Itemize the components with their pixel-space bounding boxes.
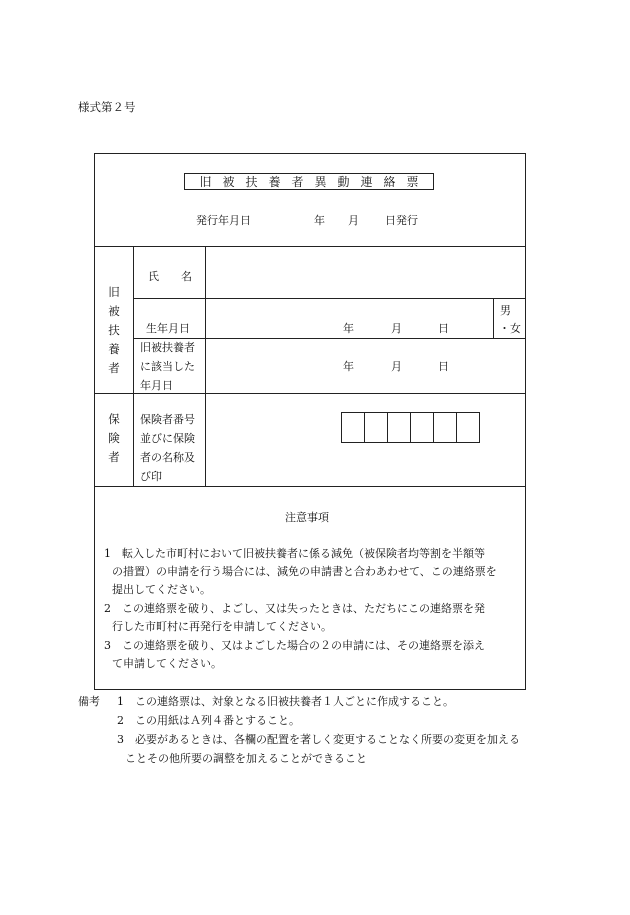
remark-1: 1 この連絡票は、対象となる旧被扶養者１人ごとに作成すること。	[117, 695, 454, 708]
divider-group-col	[133, 246, 134, 486]
insurer-digit-box[interactable]	[341, 412, 365, 443]
note-3-line-2: て申請してください。	[112, 657, 222, 670]
dob-month: 月	[391, 322, 402, 335]
person-group-label: 旧被扶養者	[108, 285, 120, 375]
note-2-line-2: 行した市町村に再発行を申請してください。	[112, 620, 332, 633]
notes-heading: 注意事項	[285, 511, 329, 524]
qualify-month: 月	[391, 360, 402, 373]
note-2-line-1: 2 この連絡票を破り、よごし、又は失ったときは、ただちにこの連絡票を発	[104, 602, 485, 615]
note-1-line-1: 1 転入した市町村において旧被扶養者に係る減免（被保険者均等割を半額等	[104, 547, 485, 560]
insurer-number-boxes	[341, 412, 480, 443]
qualify-day: 日	[438, 360, 449, 373]
issue-year-label: 年	[314, 214, 325, 227]
dob-day: 日	[438, 322, 449, 335]
insurer-group-label: 保険者	[108, 412, 120, 464]
issue-day-label: 日発行	[385, 214, 418, 227]
insurer-digit-box[interactable]	[433, 412, 457, 443]
qualify-date-label: 旧被扶養者 に該当した 年月日	[140, 341, 195, 392]
divider-name	[133, 298, 526, 299]
insurer-digit-box[interactable]	[456, 412, 480, 443]
name-label: 氏 名	[148, 270, 192, 283]
issue-month-label: 月	[348, 214, 359, 227]
divider-header	[94, 246, 526, 247]
note-3-line-1: 3 この連絡票を破り、又はよごした場合の２の申請には、その連絡票を添え	[104, 639, 485, 652]
qualify-year: 年	[343, 360, 354, 373]
insurer-digit-box[interactable]	[410, 412, 434, 443]
dob-label: 生年月日	[146, 322, 190, 335]
remark-3-continued: ことその他所要の調整を加えることができること	[125, 752, 367, 765]
gender-male: 男	[500, 304, 511, 317]
note-1-line-2: の措置）の申請を行う場合には、減免の申請書と合わあわせて、この連絡票を	[112, 565, 497, 578]
divider-insurer	[94, 486, 526, 487]
remark-2: 2 この用紙はＡ列４番とすること。	[117, 714, 300, 727]
remarks-label: 備考	[78, 695, 100, 708]
note-1-line-3: 提出してください。	[112, 583, 211, 596]
divider-label-col	[205, 246, 206, 486]
form-number: 様式第２号	[78, 100, 136, 114]
gender-female: ・女	[499, 322, 521, 335]
divider-gender-col	[493, 298, 494, 338]
insurer-number-label: 保険者番号 並びに保険 者の名称及 び印	[140, 413, 195, 483]
insurer-digit-box[interactable]	[387, 412, 411, 443]
remark-3: 3 必要があるときは、各欄の配置を著しく変更することなく所要の変更を加える	[117, 733, 520, 746]
form-title: 旧被扶養者異動連絡票	[184, 173, 434, 190]
issue-date-label: 発行年月日	[196, 214, 251, 227]
insurer-digit-box[interactable]	[364, 412, 388, 443]
dob-year: 年	[343, 322, 354, 335]
